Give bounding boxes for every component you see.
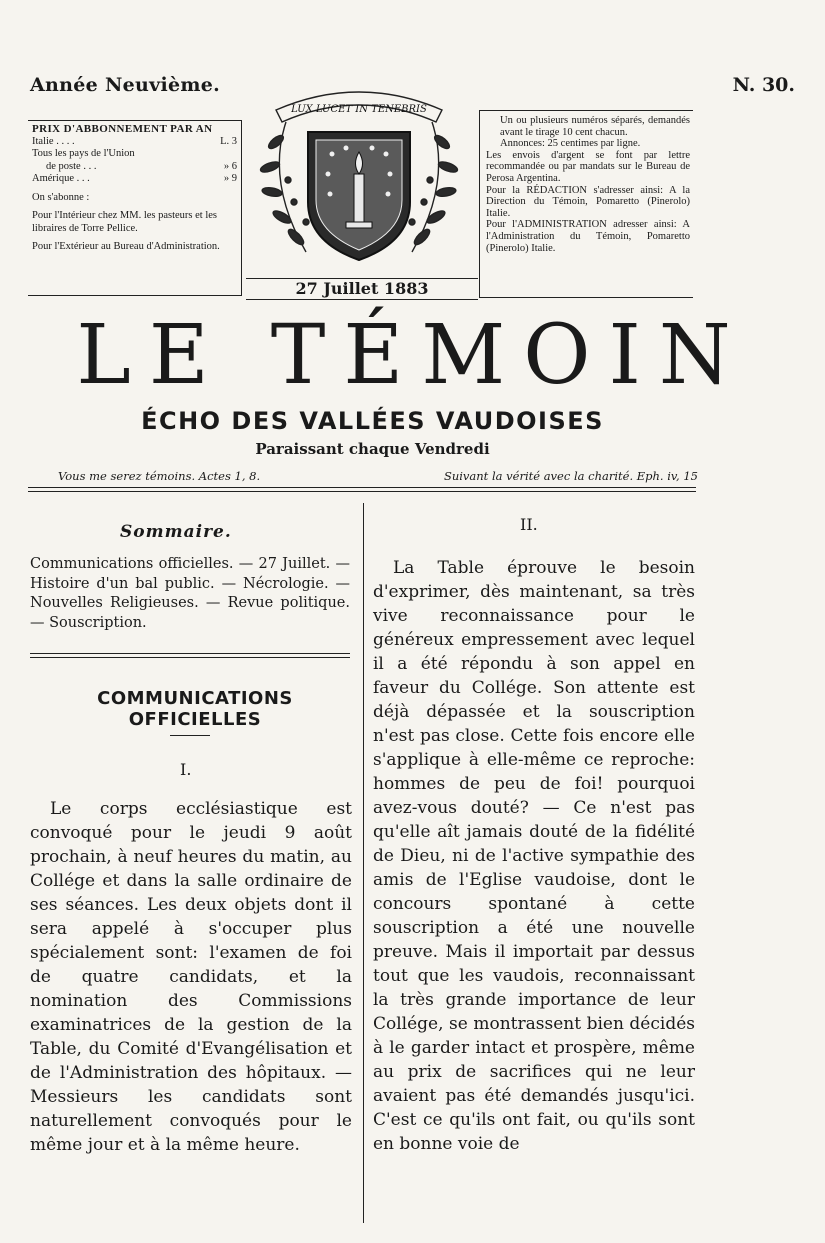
column-divider — [363, 503, 364, 1223]
emblem-image — [246, 82, 472, 272]
volume-label: Année Neuvième. — [30, 74, 221, 96]
price-row — [32, 136, 237, 149]
summary-text: Communications officielles. — 27 Juillet. — Histoire d'un bal public. — Nécrologie. — Nouvelles Religieuses. — Revue politique. — Souscription. — [30, 556, 350, 631]
price-row — [32, 161, 237, 174]
subscribe-exterior: Pour l'Extérieur au Bureau d'Administration. — [32, 241, 220, 252]
summary-rule — [30, 653, 350, 654]
article-heading: COMMUNICATIONS OFFICIELLES — [97, 688, 293, 730]
info-annonces: Annonces: 25 centimes par ligne. — [500, 138, 641, 150]
price-value: » 9 — [223, 173, 237, 184]
price-label: Tous les pays de l'Union — [32, 148, 135, 159]
summary-rule — [30, 657, 350, 658]
subscribe-interior: Pour l'Intérieur chez MM. les pasteurs et les libraires de Torre Pellice. — [32, 210, 218, 234]
price-label: Amérique . . . — [32, 173, 90, 184]
newspaper-subtitle: ÉCHO DES VALLÉES VAUDOISES — [141, 407, 604, 435]
header-rule — [28, 487, 696, 488]
issue-date: 27 Juillet 1883 — [295, 279, 429, 298]
price-value: L. 3 — [220, 135, 237, 147]
motto-line — [58, 469, 698, 483]
subscribe-label: On s'abonne : — [32, 191, 90, 203]
info-numeros: Un ou plusieurs numéros séparés, demandés avant le tirage 10 cent chacun. — [500, 115, 690, 138]
emblem-motto: LUX LUCET IN TENEBRIS — [291, 104, 427, 115]
publication-frequency: Paraissant chaque Vendredi — [255, 440, 490, 458]
price-label: de poste . . . — [46, 160, 97, 172]
info-envois: Les envois d'argent se font par lettre recommandée ou par mandats sur le Bureau de Perosa Argentina. — [486, 149, 690, 184]
price-row — [32, 148, 237, 161]
article-paragraph: Le corps ecclésiastique est convoqué pour le jeudi 9 août prochain, à neuf heures du matin, au Collége et dans la salle ordinaire de ses séances. Les deux objets dont il sera appelé à s'occuper plus spécialement sont: l'examen de foi de quatre candidats, et la nomination des Commissions examinatrices de la gestion de la Table, du Comité d'Evangélisation et de l'Administration des hôpitaux. — Messieurs les candidats sont naturellement convoqués pour le même jour et à la même heure. — [30, 799, 352, 1155]
info-box — [479, 110, 693, 298]
newspaper-title: LE TÉMOIN — [76, 308, 749, 403]
price-row — [32, 173, 237, 186]
article-column-left — [30, 797, 352, 1157]
section-number: I. — [180, 760, 192, 779]
heading-dash — [170, 735, 210, 736]
subscription-title: PRIX D'ABBONNEMENT PAR AN — [32, 123, 213, 135]
motto-left: Vous me serez témoins. Actes 1, 8. — [58, 469, 261, 483]
date-box — [246, 278, 478, 300]
section-number: II. — [520, 515, 538, 534]
info-redaction: Pour la RÉDACTION s'adresser ainsi: A la Direction du Témoin, Pomaretto (Pinerolo) Italie. — [486, 184, 690, 219]
article-column-right — [373, 556, 695, 1156]
info-administration: Pour l'ADMINISTRATION adresser ainsi: A l'Administration du Témoin, Pomaretto (Pinerolo) Italie. — [486, 219, 690, 254]
subscription-box — [28, 120, 242, 296]
article-paragraph: La Table éprouve le besoin d'exprimer, dès maintenant, sa très vive reconnaissance pour le généreux empressement avec lequel il a été répondu à son appel en faveur du Collége. Son attente est déjà dépassée et la souscription n'est pas close. Cette fois encore elle s'applique à elle-même ce reproche: hommes de peu de foi! pourquoi avez-vous douté? — Ce n'est pas qu'elle aît jamais douté de la fidélité de Dieu, ni de l'active sympathie des amis de l'Eglise vaudoise, dont le concours spontané à cette souscription a été une nouvelle preuve. Mais il importait par dessus tout que les vaudois, reconnaissant la très grande importance de leur Collége, se montrassent bien décidés à le garder intact et prospère, même au prix de sacrifices qui ne leur avaient pas été demandés jusqu'ici. C'est ce qu'ils ont fait, ou qu'ils sont en bonne voie de — [373, 558, 695, 1154]
motto-right: Suivant la vérité avec la charité. Eph. iv, 15 — [443, 469, 698, 483]
price-label: Italie . . . . — [32, 135, 75, 147]
issue-number: N. 30. — [732, 74, 795, 96]
summary-title: Sommaire. — [120, 522, 232, 542]
price-value: » 6 — [223, 160, 237, 172]
header-rule — [28, 491, 696, 492]
